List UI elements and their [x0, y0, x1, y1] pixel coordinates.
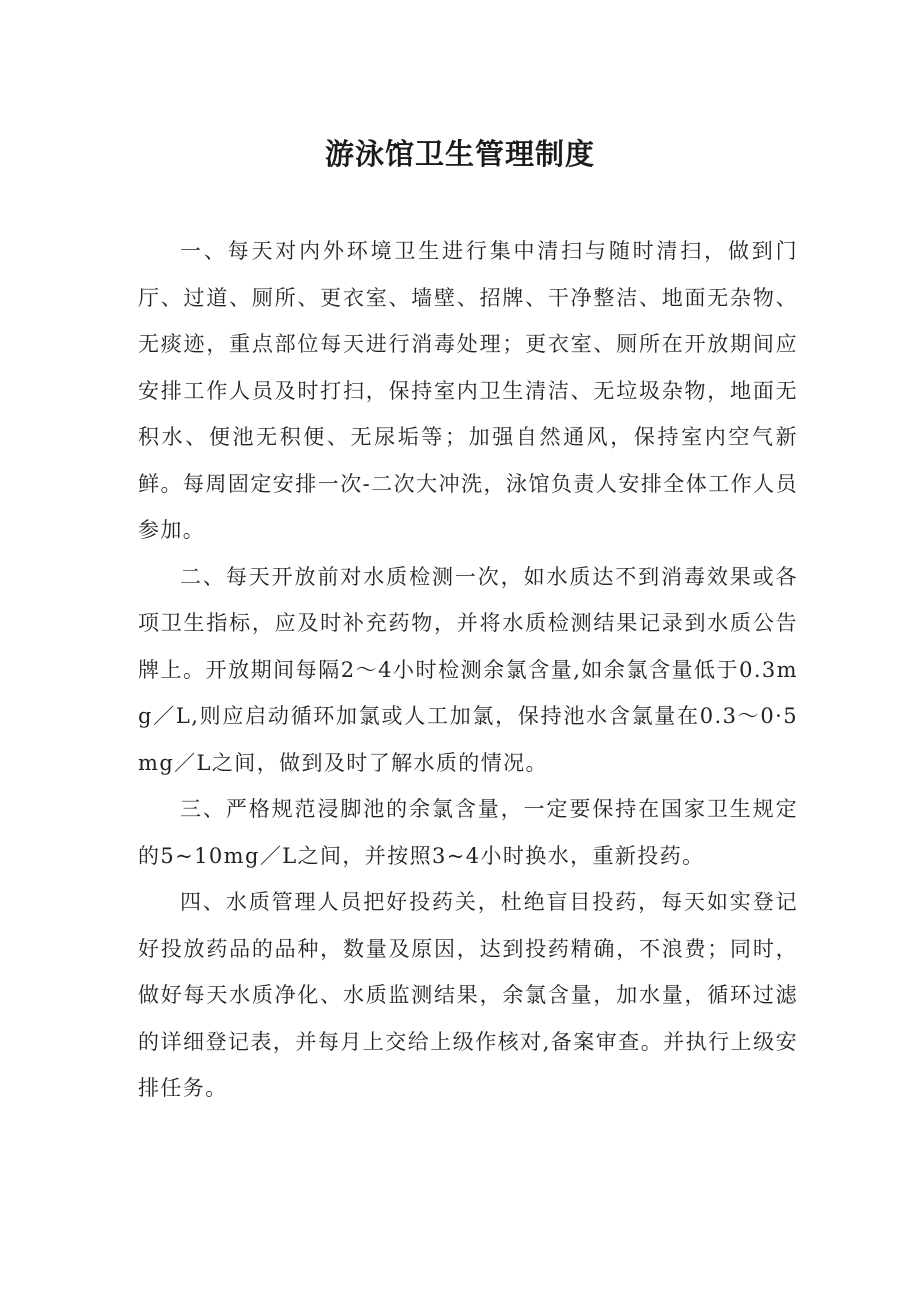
paragraph-dosing-management: 四、水质管理人员把好投药关，杜绝盲目投药，每天如实登记好投放药品的品种，数量及原因，达到投药精确，不浪费；同时，做好每天水质净化、水质监测结果，余氯含量，加水量，循环过滤的详细登记表，并每月上交给上级作核对,备案审查。并执行上级安排任务。 — [138, 890, 798, 1100]
paragraph-environment-cleaning: 一、每天对内外环境卫生进行集中清扫与随时清扫，做到门厅、过道、厕所、更衣室、墙壁、招牌、干净整洁、地面无杂物、无痰迹，重点部位每天进行消毒处理；更衣室、厕所在开放期间应安排工作人员及时打扫，保持室内卫生清洁、无垃圾杂物，地面无积水、便池无积便、无尿垢等；加强自然通风，保持室内空气新鲜。每周固定安排一次-二次大冲洗，泳馆负责人安排全体工作人员参加。 — [138, 239, 798, 542]
document-body — [138, 228, 798, 1112]
document-title: 游泳馆卫生管理制度 — [324, 137, 595, 171]
paragraph-water-quality-testing: 二、每天开放前对水质检测一次，如水质达不到消毒效果或各项卫生指标，应及时补充药物，并将水质检测结果记录到水质公告牌上。开放期间每隔2～4小时检测余氯含量,如余氯含量低于0.3mg／L,则应启动循环加氯或人工加氯，保持池水含氯量在0.3～0·5mg／L之间，做到及时了解水质的情况。 — [138, 564, 798, 775]
paragraph-foot-bath-chlorine: 三、严格规范浸脚池的余氯含量，一定要保持在国家卫生规定的5~10mg／L之间，并按照3~4小时换水，重新投药。 — [138, 797, 798, 868]
